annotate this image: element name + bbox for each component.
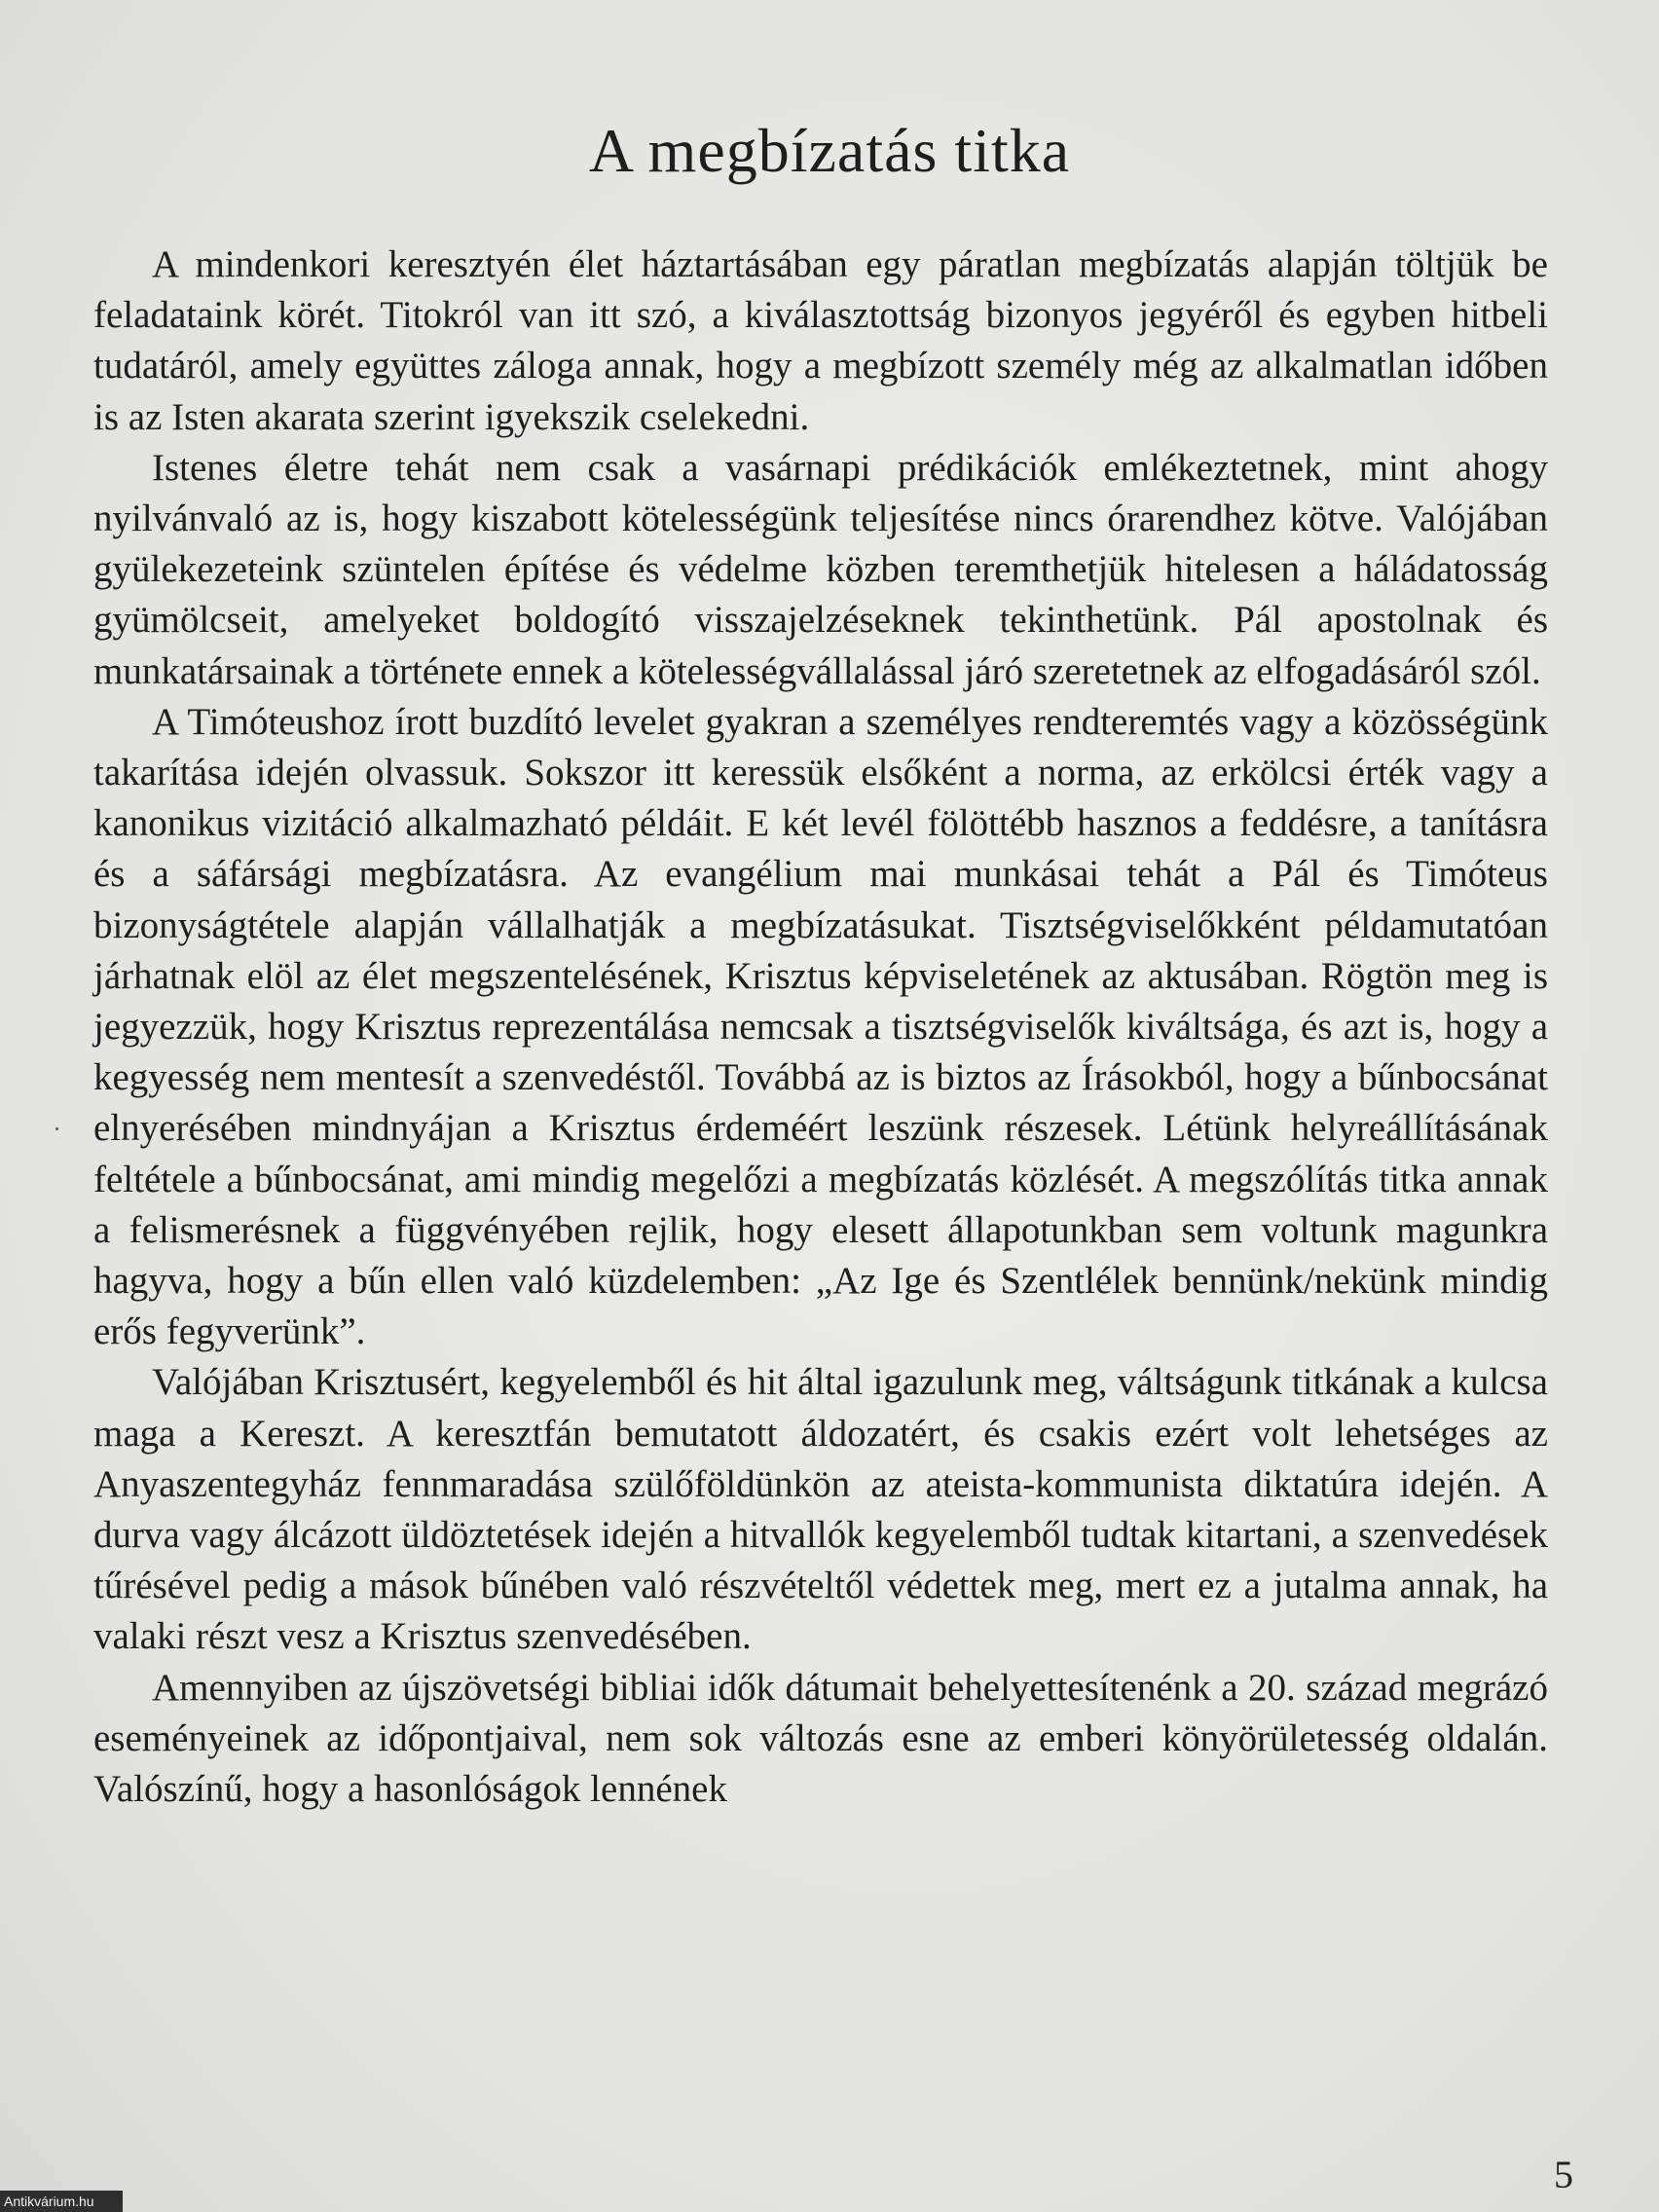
watermark-label: Antikvárium.hu — [0, 2191, 123, 2212]
paragraph-4: Valójában Krisztusért, kegyelemből és hit által igazulunk meg, váltságunk titkának a kulcsa maga a Kereszt. A keresztfán bemutatott áldozatért, és csakis ezért volt lehetséges az Anyaszentegyház fennmaradása szülőföldünkön az ateista-kommunista diktatúra idején. A durva vagy álcázott üldöztetések idején a hitvallók kegyelemből tudtak kitartani, a szenvedések tűrésével pedig a mások bűnében való részvételtől védettek meg, mert ez a jutalma annak, ha valaki részt vesz a Krisztus szenvedésében. — [93, 1361, 1548, 1658]
chapter-title: A megbízatás titka — [588, 116, 1071, 185]
body-text — [93, 240, 1548, 1815]
paragraph-2: Istenes életre tehát nem csak a vasárnapi prédikációk emlékeztetnek, mint ahogy nyilvánvaló az is, hogy kiszabott kötelességünk teljesítése nincs órarendhez kötve. Valójában gyülekezeteink szüntelen építése és védelme közben teremthetjük hitelesen a háládatosság gyümölcseit, amelyeket boldogító visszajelzéseknek tekinthetünk. Pál apostolnak és munkatársainak a története ennek a kötelességvállalással járó szeretetnek az elfogadásáról szól. — [93, 446, 1548, 692]
paragraph-3: A Timóteushoz írott buzdító levelet gyakran a személyes rendteremtés vagy a közösségünk takarítása idején olvassuk. Sokszor itt keressük elsőként a norma, az erkölcsi érték vagy a kanonikus vizitáció alkalmazható példáit. E két levél fölöttébb hasznos a feddésre, a tanításra és a sáfársági megbízatásra. Az evangélium mai munkásai tehát a Pál és Timóteus bizonyságtétele alapján vállalhatják a megbízatásukat. Tisztségviselőkként példamutatóan járhatnak elöl az élet megszentelésének, Krisztus képviseletének az aktusában. Rögtön meg is jegyezzük, hogy Krisztus reprezentálása nemcsak a tisztségviselők kiváltsága, és azt is, hogy a kegyesség nem mentesít a szenvedéstől. Továbbá az is biztos az Írásokból, hogy a bűnbocsánat elnyerésében mindnyájan a Krisztus érdeméért leszünk részesek. Létünk helyreállításának feltétele a bűnbocsánat, ami mindig megelőzi a megbízatás közlését. A megszólítás titka annak a felismerésnek a függvényében rejlik, hogy elesett állapotunkban sem voltunk magunkra hagyva, hogy a bűn ellen való küzdelemben: „Az Ige és Szentlélek bennünk/nekünk mindig erős fegyverünk”. — [93, 700, 1548, 1353]
paragraph-5: Amennyiben az újszövetségi bibliai idők dátumait behelyettesítenénk a 20. század megrázó eseményeinek az időpontjaival, nem sok változás esne az emberi könyörületesség oldalán. Valószínű, hogy a hasonlóságok lennének — [93, 1666, 1548, 1811]
paragraph-1: A mindenkori keresztyén élet háztartásában egy páratlan megbízatás alapján töltjük be feladataink körét. Titokról van itt szó, a kiválasztottság bizonyos jegyéről és egyben hitbeli tudatáról, amely együttes záloga annak, hogy a megbízott személy még az alkalmatlan időben is az Isten akarata szerint igyekszik cselekedni. — [93, 243, 1548, 438]
margin-mark — [55, 1127, 58, 1130]
page-number: 5 — [1554, 2153, 1573, 2196]
